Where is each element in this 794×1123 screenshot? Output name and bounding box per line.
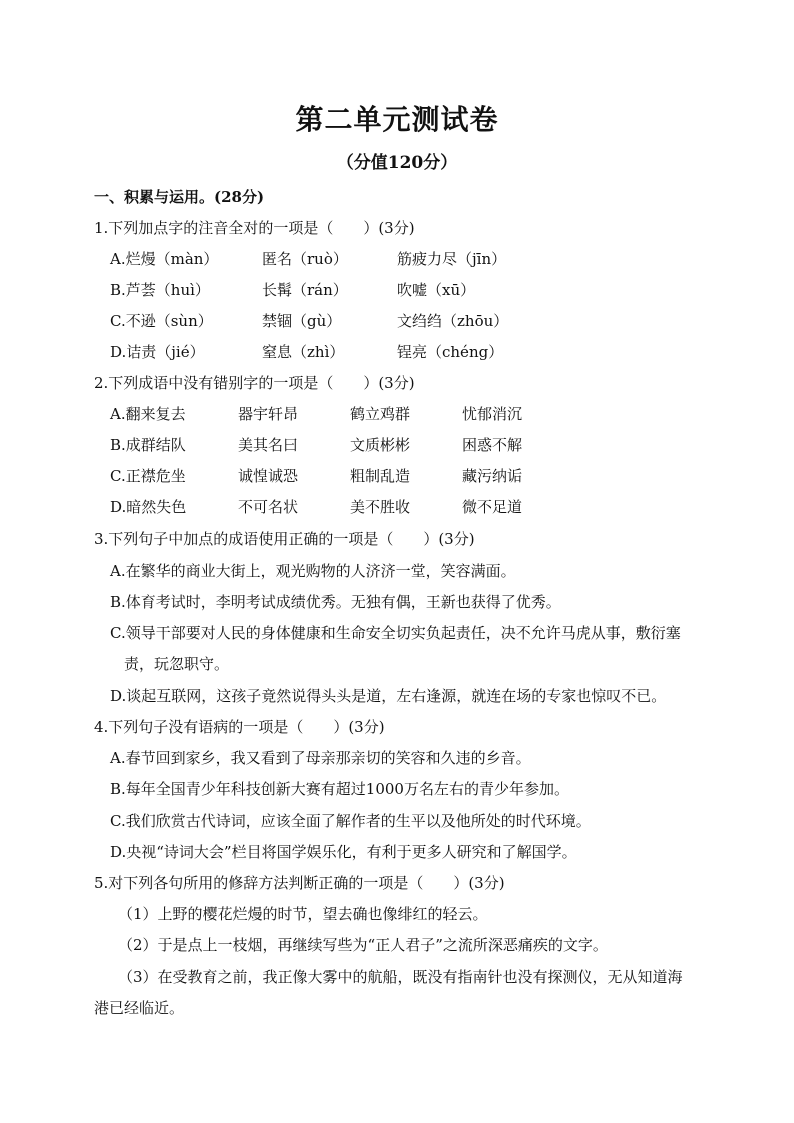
option-text: 藏污纳诟 (462, 467, 523, 485)
page-subtitle: （分值120分） (336, 153, 458, 173)
option-text: D.诘责（jié） (110, 343, 205, 361)
option-text: 诚惶诚恐 (238, 467, 299, 485)
option-text: C.我们欣赏古代诗词，应该全面了解作者的生平以及他所处的时代环境。 (110, 812, 591, 830)
option-text: 禁锢（gù） (262, 312, 342, 330)
option-text: 美其名曰 (238, 436, 299, 454)
option-text: 美不胜收 (350, 498, 411, 516)
option-text: 微不足道 (462, 498, 523, 516)
option-text: A.翻来复去 (110, 405, 186, 423)
option-text: 不可名状 (238, 498, 299, 516)
sentence-text: （1）上野的樱花烂熳的时节，望去确也像绯红的轻云。 (118, 905, 488, 923)
sentence-text: （3）在受教育之前，我正像大雾中的航船，既没有指南针也没有探测仪，无从知道海 (118, 968, 683, 986)
option-text: C.正襟危坐 (110, 467, 186, 485)
option-text-continued: 责，玩忽职守。 (124, 655, 230, 673)
option-text: 器宇轩昂 (238, 405, 299, 423)
option-text: B.体育考试时，李明考试成绩优秀。无独有偶，王新也获得了优秀。 (110, 593, 561, 611)
option-text: C.领导干部要对人民的身体健康和生命安全切实负起责任，决不允许马虎从事，敷衍塞 (110, 624, 681, 642)
option-text: 锃亮（chéng） (397, 343, 504, 361)
option-text: A.在繁华的商业大街上，观光购物的人济济一堂，笑容满面。 (110, 562, 516, 580)
option-text: A.春节回到家乡，我又看到了母亲那亲切的笑容和久违的乡音。 (110, 749, 531, 767)
option-text: C.不逊（sùn） (110, 312, 213, 330)
page-title: 第二单元测试卷 (295, 103, 499, 136)
option-text: A.烂熳（màn） (110, 250, 219, 268)
option-text: B.成群结队 (110, 436, 186, 454)
question-stem: 5.对下列各句所用的修辞方法判断正确的一项是（ ）(3分) (94, 874, 505, 892)
option-text: 粗制乱造 (350, 467, 411, 485)
option-text: 长髯（rán） (262, 281, 348, 299)
question-stem: 1.下列加点字的注音全对的一项是（ ）(3分) (94, 219, 415, 237)
option-text: 忧郁消沉 (462, 405, 523, 423)
option-text: 文绉绉（zhōu） (397, 312, 509, 330)
option-text: 吹嘘（xū） (397, 281, 476, 299)
sentence-text: （2）于是点上一枝烟，再继续写些为“正人君子”之流所深恶痛疾的文字。 (118, 936, 608, 954)
option-text: 鹤立鸡群 (350, 405, 411, 423)
sentence-text-continued: 港已经临近。 (94, 999, 185, 1017)
question-stem: 2.下列成语中没有错别字的一项是（ ）(3分) (94, 374, 415, 392)
question-stem: 4.下列句子没有语病的一项是（ ）(3分) (94, 718, 385, 736)
option-text: B.每年全国青少年科技创新大赛有超过1000万名左右的青少年参加。 (110, 780, 569, 798)
option-text: B.芦荟（huì） (110, 281, 210, 299)
option-text: D.谈起互联网，这孩子竟然说得头头是道，左右逢源，就连在场的专家也惊叹不已。 (110, 687, 667, 705)
option-text: D.央视“诗词大会”栏目将国学娱乐化，有利于更多人研究和了解国学。 (110, 843, 577, 861)
section-heading: 一、积累与运用。(28分) (94, 188, 265, 206)
option-text: 窒息（zhì） (262, 343, 345, 361)
option-text: 困惑不解 (462, 436, 523, 454)
option-text: D.暗然失色 (110, 498, 187, 516)
option-text: 匿名（ruò） (262, 250, 348, 268)
option-text: 筋疲力尽（jīn） (397, 250, 507, 268)
question-stem: 3.下列句子中加点的成语使用正确的一项是（ ）(3分) (94, 530, 475, 548)
option-text: 文质彬彬 (350, 436, 411, 454)
